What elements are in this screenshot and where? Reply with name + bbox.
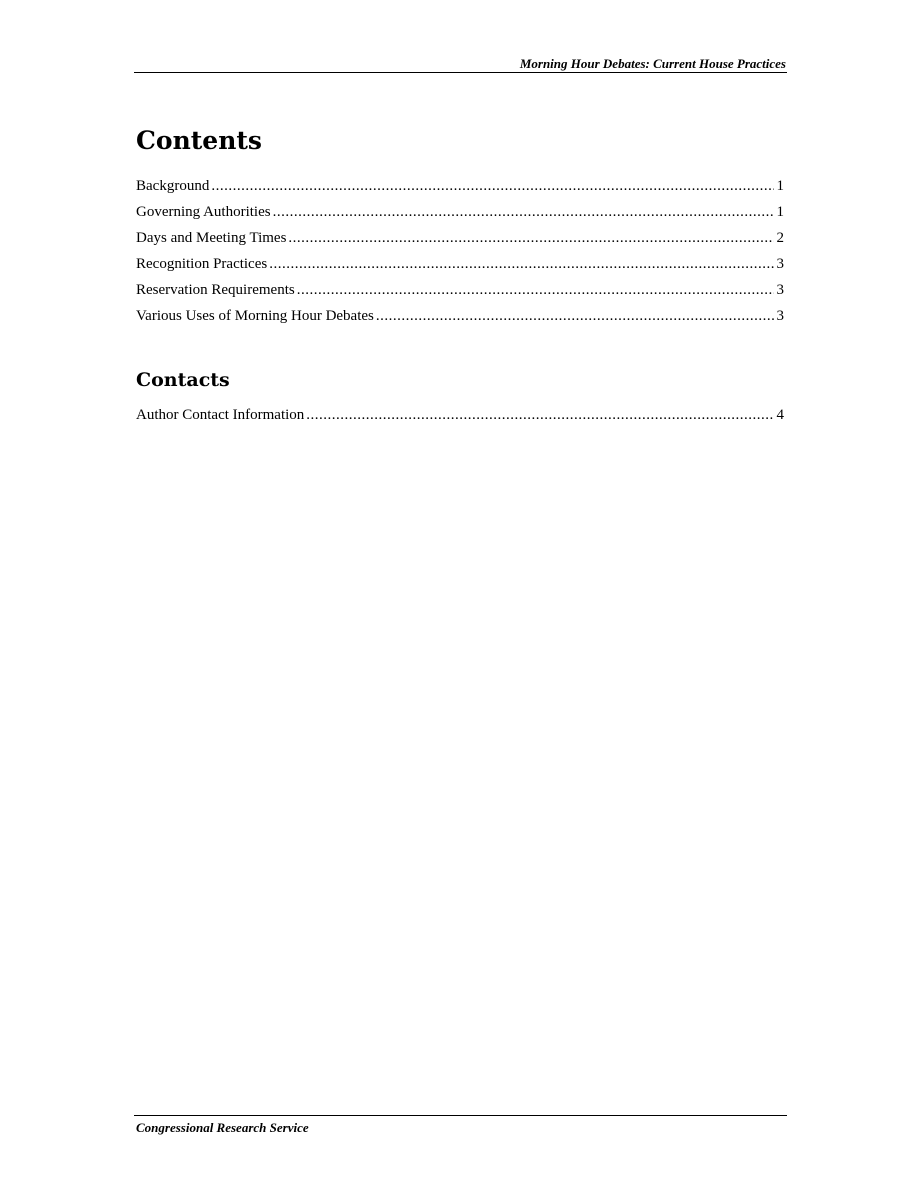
toc-dot-leader — [273, 202, 774, 222]
running-header-title: Morning Hour Debates: Current House Practices — [519, 56, 786, 71]
toc-entry-recognition-practices[interactable] — [136, 254, 784, 280]
toc-page-number: 2 — [776, 230, 784, 246]
toc-entry-title: Recognition Practices — [136, 256, 268, 272]
toc-entry-reservation-requirements[interactable] — [136, 280, 784, 306]
toc-entry-governing-authorities[interactable] — [136, 202, 784, 228]
toc-entry-days-and-meeting-times[interactable] — [136, 228, 784, 254]
toc-dot-leader — [297, 280, 774, 300]
toc-page-number: 3 — [776, 308, 784, 324]
header-divider — [134, 72, 787, 73]
toc-entry-title: Reservation Requirements — [136, 282, 295, 298]
toc-entry-various-uses[interactable] — [136, 306, 784, 332]
toc-dot-leader — [306, 405, 773, 425]
contents-heading: Contents — [136, 126, 263, 155]
toc-page-number: 3 — [776, 282, 784, 298]
footer-divider — [134, 1115, 787, 1116]
toc-entry-title: Various Uses of Morning Hour Debates — [136, 308, 374, 324]
toc-dot-leader — [376, 306, 774, 326]
toc-dot-leader — [269, 254, 773, 274]
toc-dot-leader — [288, 228, 773, 248]
toc-page-number: 4 — [776, 407, 784, 423]
toc-entry-author-contact-information[interactable] — [136, 405, 784, 431]
toc-page-number: 1 — [776, 178, 784, 194]
toc-entry-title: Author Contact Information — [136, 407, 305, 423]
contents-list — [136, 176, 784, 332]
contacts-list — [136, 405, 784, 431]
toc-entry-title: Governing Authorities — [136, 204, 271, 220]
toc-dot-leader — [211, 176, 773, 196]
toc-page-number: 3 — [776, 256, 784, 272]
toc-entry-background[interactable] — [136, 176, 784, 202]
toc-page-number: 1 — [776, 204, 784, 220]
toc-entry-title: Background — [136, 178, 210, 194]
footer-organization: Congressional Research Service — [136, 1120, 309, 1135]
contacts-heading: Contacts — [136, 369, 230, 391]
toc-entry-title: Days and Meeting Times — [136, 230, 287, 246]
